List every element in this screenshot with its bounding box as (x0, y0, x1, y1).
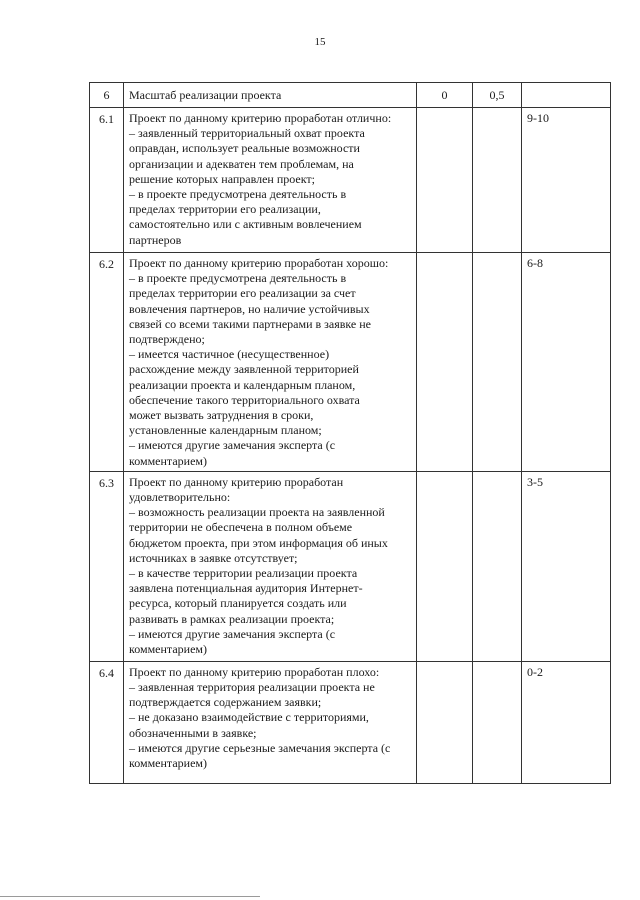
empty-cell (417, 253, 473, 472)
table-row (90, 108, 611, 253)
description-line: Проект по данному критерию проработан плохо: (129, 664, 380, 679)
description-line: обеспечение такого территориального охвата (129, 392, 360, 407)
description-line: вовлечения партнеров, но наличие устойчивых (129, 301, 370, 316)
weight-half-cell: 0,5 (473, 83, 522, 108)
score-range: 6-8 (522, 253, 611, 472)
empty-cell (417, 661, 473, 783)
description-line: организации и адекватен тем проблемам, на (129, 156, 354, 171)
description-line: развивать в рамках реализации проекта; (129, 611, 335, 626)
description-line: может вызвать затруднения в сроки, (129, 408, 314, 423)
description-line: реализации проекта и календарным планом, (129, 377, 356, 392)
description-line: самостоятельно или с активным вовлечением (129, 217, 362, 232)
description-line: подтверждено; (129, 332, 205, 347)
subcriterion-number: 6.4 (90, 661, 124, 783)
table-row (90, 661, 611, 783)
description-line: – не доказано взаимодействие с территориями, (129, 710, 369, 725)
score-range: 9-10 (522, 108, 611, 253)
empty-cell (473, 253, 522, 472)
score-range: 0-2 (522, 661, 611, 783)
description-line: партнеров (129, 232, 182, 247)
subcriterion-description (124, 661, 417, 783)
weight-zero-cell: 0 (417, 83, 473, 108)
description-line: удовлетворительно: (129, 490, 231, 505)
empty-cell (417, 471, 473, 661)
description-line: бюджетом проекта, при этом информация об иных (129, 535, 388, 550)
footer-divider (0, 896, 260, 897)
description-line: – заявленный территориальный охват проекта (129, 126, 365, 141)
criterion-title: Масштаб реализации проекта (124, 83, 417, 108)
description-line: Проект по данному критерию проработан хорошо: (129, 256, 389, 270)
score-range: 3-5 (522, 471, 611, 661)
empty-cell (473, 661, 522, 783)
criteria-table (89, 82, 611, 784)
description-line: – имеются другие замечания эксперта (с (129, 438, 336, 453)
description-line: заявлена потенциальная аудитория Интернет- (129, 581, 363, 596)
table-row (90, 471, 611, 661)
criterion-header-row (90, 83, 611, 108)
empty-cell (473, 471, 522, 661)
score-header-cell (522, 83, 611, 108)
description-line: установленные календарным планом; (129, 423, 322, 438)
subcriterion-description (124, 471, 417, 661)
page-number: 15 (314, 36, 326, 48)
description-line: – в проекте предусмотрена деятельность в (129, 271, 347, 286)
description-line: подтверждается содержанием заявки; (129, 695, 322, 710)
description-line: комментарием) (129, 756, 207, 771)
subcriterion-description (124, 108, 417, 253)
description-line: – в качестве территории реализации проекта (129, 566, 358, 581)
description-line: Проект по данному критерию проработан отлично: (129, 111, 392, 125)
description-line: – заявленная территория реализации проекта не (129, 680, 375, 695)
description-line: – в проекте предусмотрена деятельность в (129, 187, 347, 202)
description-line: источниках в заявке отсутствует; (129, 550, 298, 565)
criterion-number: 6 (90, 83, 124, 108)
subcriterion-number: 6.3 (90, 471, 124, 661)
subcriterion-description (124, 253, 417, 472)
description-line: расхождение между заявленной территорией (129, 362, 359, 377)
description-line: – возможность реализации проекта на заявленной (129, 505, 385, 520)
subcriterion-number: 6.2 (90, 253, 124, 472)
description-line: пределах территории его реализации, (129, 202, 321, 217)
description-line: территории не обеспечена в полном объеме (129, 520, 353, 535)
empty-cell (417, 108, 473, 253)
description-line: комментарием) (129, 642, 207, 657)
description-line: связей со всеми такими партнерами в заявке не (129, 316, 372, 331)
description-line: комментарием) (129, 453, 207, 468)
description-line: обозначенными в заявке; (129, 725, 257, 740)
description-line: оправдан, использует реальные возможности (129, 141, 360, 156)
empty-cell (473, 108, 522, 253)
description-line: – имеются другие замечания эксперта (с (129, 626, 336, 641)
description-line: – имеется частичное (несущественное) (129, 347, 330, 362)
description-line: ресурса, который планируется создать или (129, 596, 347, 611)
table-row (90, 253, 611, 472)
description-line: решение которых направлен проект; (129, 171, 315, 186)
subcriterion-number: 6.1 (90, 108, 124, 253)
description-line: – имеются другие серьезные замечания эксперта (с (129, 740, 391, 755)
description-line: Проект по данному критерию проработан (129, 474, 344, 489)
description-line: пределах территории его реализации за счет (129, 286, 356, 301)
